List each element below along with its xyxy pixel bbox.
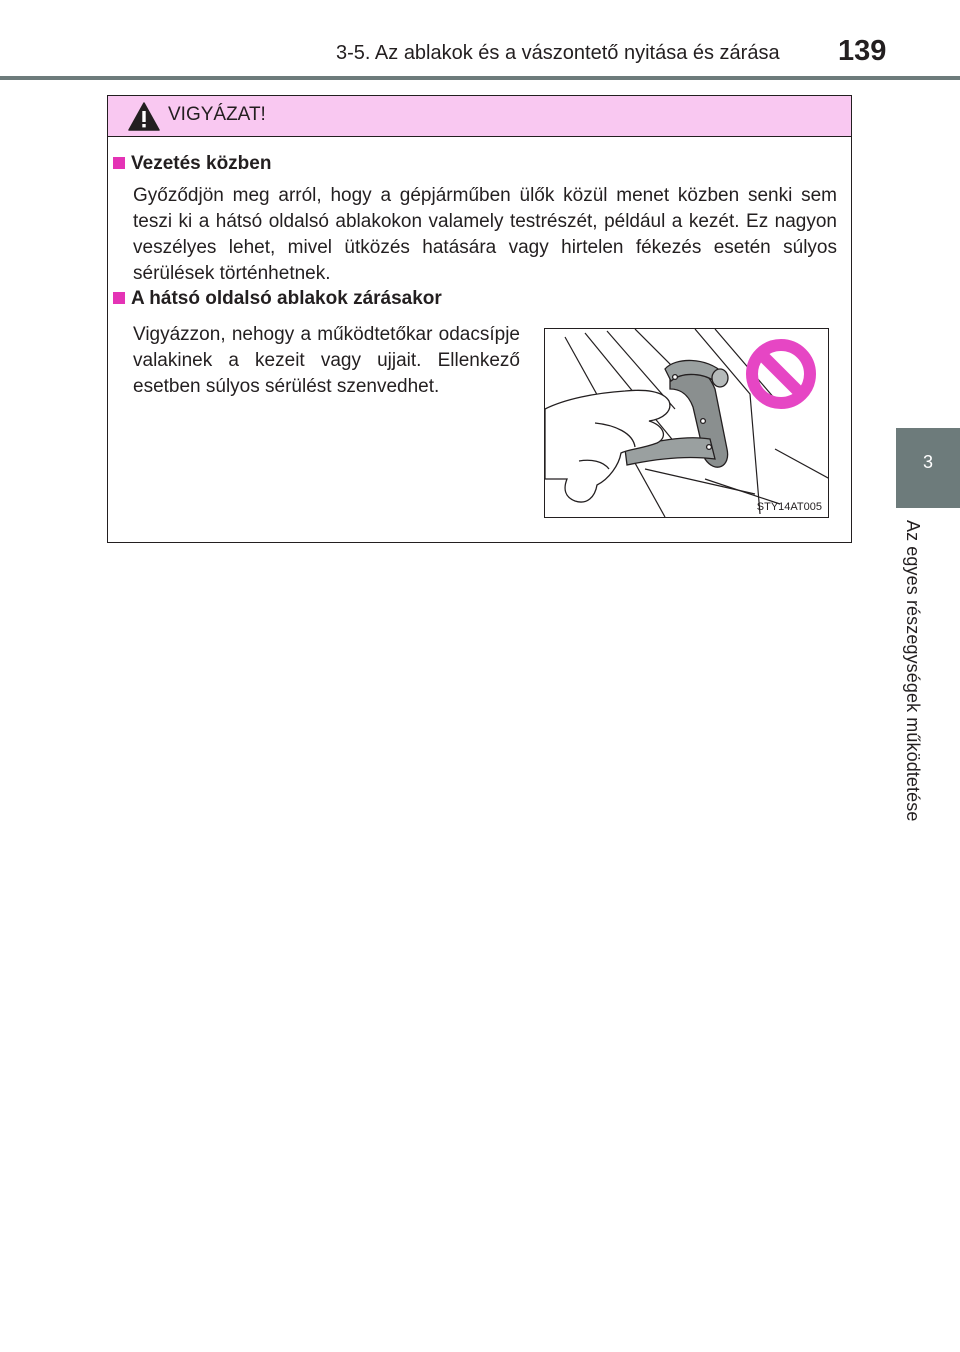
section-title-text: A hátsó oldalsó ablakok zárásakor bbox=[131, 288, 442, 309]
section-title-closing-windows bbox=[113, 288, 442, 310]
page-number: 139 bbox=[838, 35, 887, 67]
section-text-driving: Győződjön meg arról, hogy a gépjárműben ülők közül menet közben senki sem teszi ki a hátsó oldalsó ablakokon valamely testrészét, például a kezét. Ez nagyon veszélyes lehet, mivel ütközés hatására vagy hirtelen fékezés esetén súlyos sérülések történhetnek. bbox=[133, 185, 837, 284]
square-bullet-icon bbox=[113, 292, 125, 304]
header-divider bbox=[0, 76, 960, 80]
chapter-section-title: 3-5. Az ablakok és a vászontető nyitása és zárása bbox=[336, 42, 780, 64]
square-bullet-icon bbox=[113, 157, 125, 169]
prohibition-sign-icon bbox=[752, 345, 810, 403]
illustration-code: STY14AT005 bbox=[756, 501, 822, 513]
section-title-text: Vezetés közben bbox=[131, 153, 272, 174]
caution-box bbox=[107, 95, 852, 543]
hand-pinch-illustration bbox=[545, 329, 829, 518]
chapter-tab bbox=[896, 428, 960, 508]
warning-triangle-icon bbox=[128, 102, 160, 131]
caution-header bbox=[108, 96, 851, 137]
section-title-driving bbox=[113, 153, 271, 175]
chapter-title-vertical: Az egyes részegységek működtetése bbox=[903, 520, 923, 822]
caution-label: VIGYÁZAT! bbox=[168, 104, 266, 125]
illustration-hand-lever bbox=[544, 328, 829, 518]
chapter-number: 3 bbox=[922, 452, 933, 472]
section-text-closing-windows: Vigyázzon, nehogy a működtetőkar odacsípje valakinek a kezeit vagy ujjait. Ellenkező esetben súlyos sérülést szenvedhet. bbox=[133, 324, 520, 397]
